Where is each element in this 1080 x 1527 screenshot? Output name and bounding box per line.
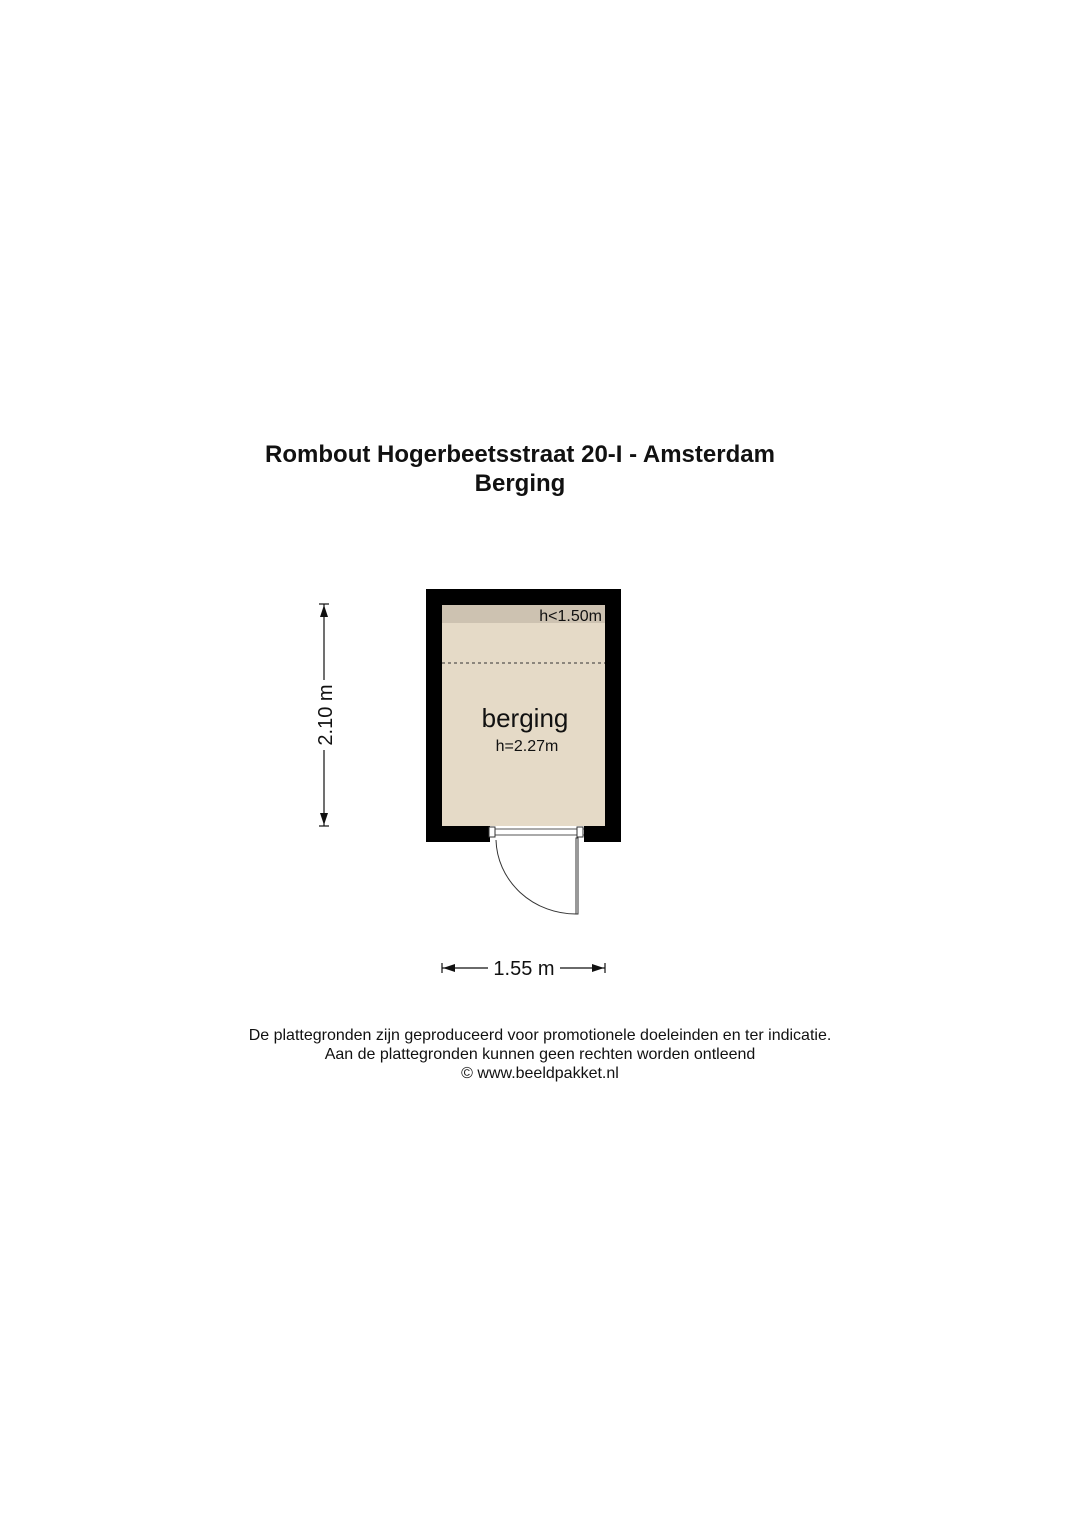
low-zone-label: h<1.50m	[539, 608, 602, 625]
door-swing-arc	[496, 840, 576, 914]
depth-dimension-label: 2.10 m	[315, 684, 337, 746]
disclaimer-line-1: De plattegronden zijn geproduceerd voor promotionele doeleinden en ter indicatie.	[248, 1027, 832, 1044]
plan-title-floor: Berging	[474, 470, 566, 497]
door-jamb-right	[577, 827, 583, 837]
door-leaf	[576, 838, 578, 914]
copyright-line: © www.beeldpakket.nl	[461, 1065, 619, 1082]
plan-title-address: Rombout Hogerbeetsstraat 20-I - Amsterdam	[265, 441, 775, 468]
width-arrow-left	[443, 964, 455, 972]
door-opening	[490, 826, 584, 842]
room-height: h=2.27m	[495, 738, 559, 755]
depth-arrow-top	[320, 605, 328, 617]
room-name: berging	[481, 703, 569, 733]
door-jamb-left	[489, 827, 495, 837]
width-arrow-right	[592, 964, 604, 972]
depth-arrow-bottom	[320, 813, 328, 825]
width-dimension-label: 1.55 m	[493, 958, 555, 980]
disclaimer-line-2: Aan de plattegronden kunnen geen rechten worden ontleend	[324, 1046, 756, 1063]
